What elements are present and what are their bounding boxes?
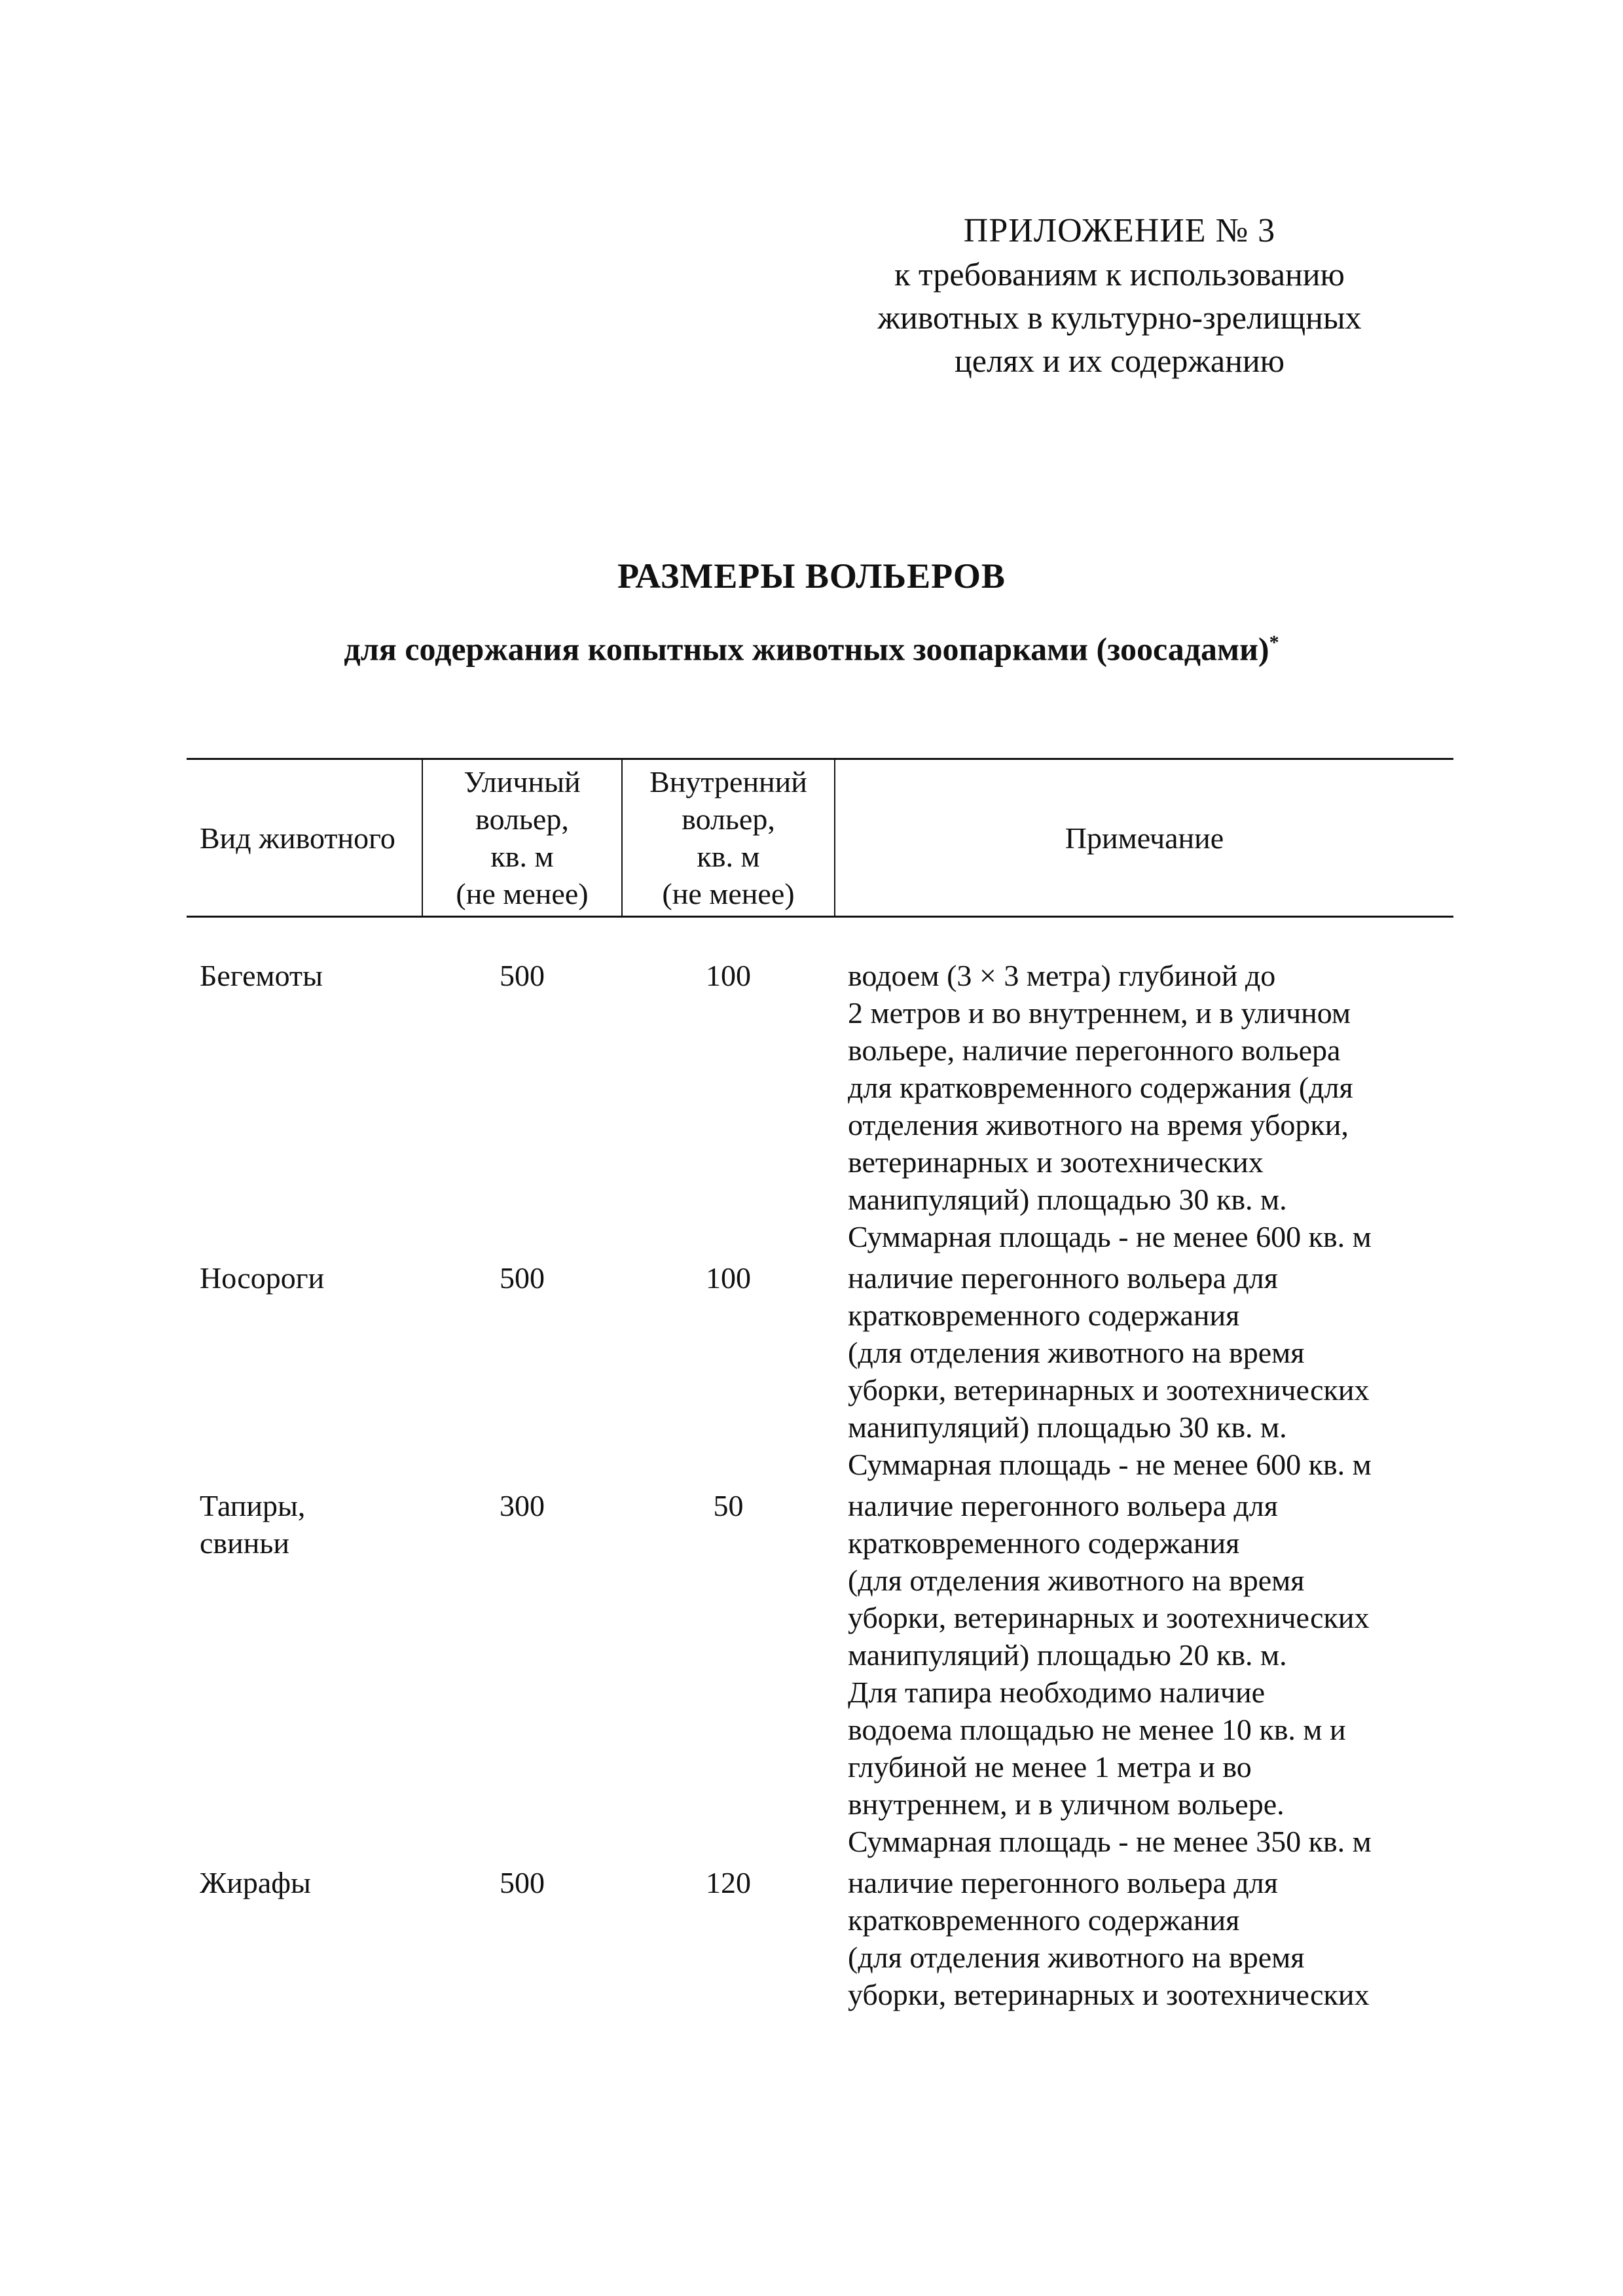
note-line: (для отделения животного на время <box>848 1941 1305 1974</box>
header-line: вольер, <box>682 802 775 836</box>
note-line: манипуляций) площадью 30 кв. м. <box>848 1183 1287 1216</box>
note-line: кратковременного содержания <box>848 1526 1240 1560</box>
note-line: глубиной не менее 1 метра и во <box>848 1750 1252 1784</box>
cell-outdoor-area: 500 <box>500 1866 545 1899</box>
appendix-line: к требованиям к использованию <box>894 256 1345 293</box>
animal-name-line: Жирафы <box>200 1866 311 1899</box>
header-note <box>835 759 1453 917</box>
note-line: 2 метров и во внутреннем, и в уличном <box>848 996 1351 1030</box>
note-line: уборки, ветеринарных и зоотехнических <box>848 1601 1370 1634</box>
cell-outdoor-area: 500 <box>500 1261 545 1295</box>
note-line: Суммарная площадь - не менее 600 кв. м <box>848 1220 1372 1253</box>
cell-note <box>835 917 1453 1260</box>
note-line: Суммарная площадь - не менее 350 кв. м <box>848 1825 1372 1858</box>
cell-indoor-area: 50 <box>713 1489 744 1522</box>
cell-note <box>835 1259 1453 1487</box>
note-line: вольере, наличие перегонного вольера <box>848 1033 1341 1067</box>
header-indoor <box>622 759 835 917</box>
title-sub-text: для содержания копытных животных зоопарками (зоосадами) <box>344 630 1269 668</box>
note-line: Для тапира необходимо наличие <box>848 1676 1266 1709</box>
header-line: (не менее) <box>456 877 589 910</box>
note-line: отделения животного на время уборки, <box>848 1108 1349 1141</box>
note-line: наличие перегонного вольера для <box>848 1866 1278 1899</box>
header-line: Уличный <box>464 765 581 798</box>
cell-note <box>835 1864 1453 2017</box>
cell-animal <box>187 1259 422 1487</box>
header-line: Примечание <box>1065 821 1224 855</box>
note-line: водоем (3 × 3 метра) глубиной до <box>848 959 1276 992</box>
note-line: кратковременного содержания <box>848 1903 1240 1937</box>
animal-name-line: Бегемоты <box>200 959 323 992</box>
note-line: уборки, ветеринарных и зоотехнических <box>848 1978 1370 2011</box>
animal-name-line: свиньи <box>200 1526 289 1560</box>
footnote-mark: * <box>1269 632 1279 653</box>
enclosure-table <box>187 758 1453 2017</box>
note-line: (для отделения животного на время <box>848 1336 1305 1369</box>
header-animal <box>187 759 422 917</box>
table-row <box>187 1487 1453 1864</box>
header-line: кв. м <box>490 840 554 873</box>
table-row <box>187 1864 1453 2017</box>
header-line: кв. м <box>697 840 760 873</box>
note-line: для кратковременного содержания (для <box>848 1071 1353 1104</box>
note-line: внутреннем, и в уличном вольере. <box>848 1787 1285 1821</box>
table-header <box>187 759 1453 917</box>
note-line: (для отделения животного на время <box>848 1564 1305 1597</box>
cell-note <box>835 1487 1453 1864</box>
note-line: ветеринарных и зоотехнических <box>848 1145 1264 1179</box>
title-sub <box>0 621 1623 671</box>
cell-animal <box>187 1864 422 2017</box>
cell-indoor-area: 120 <box>706 1866 751 1899</box>
header-line: Внутренний <box>649 765 807 798</box>
cell-animal <box>187 1487 422 1864</box>
table-row <box>187 917 1453 1260</box>
header-line: вольер, <box>475 802 569 836</box>
animal-name-line: Носороги <box>200 1261 325 1295</box>
note-line: манипуляций) площадью 30 кв. м. <box>848 1410 1287 1444</box>
note-line: наличие перегонного вольера для <box>848 1261 1278 1295</box>
header-line: (не менее) <box>662 877 795 910</box>
note-line: манипуляций) площадью 20 кв. м. <box>848 1638 1287 1672</box>
title-main: РАЗМЕРЫ ВОЛЬЕРОВ <box>617 556 1006 596</box>
cell-indoor-area: 100 <box>706 1261 751 1295</box>
cell-outdoor-area: 300 <box>500 1489 545 1522</box>
document-title <box>0 553 1623 671</box>
note-line: наличие перегонного вольера для <box>848 1489 1278 1522</box>
header-outdoor <box>422 759 622 917</box>
note-line: кратковременного содержания <box>848 1299 1240 1332</box>
header-line: Вид животного <box>200 821 395 855</box>
appendix-heading: ПРИЛОЖЕНИЕ № 3 <box>963 212 1276 249</box>
cell-indoor-area: 100 <box>706 959 751 992</box>
table-body <box>187 917 1453 2018</box>
cell-animal <box>187 917 422 1260</box>
appendix-line: животных в культурно-зрелищных <box>877 299 1362 336</box>
note-line: водоема площадью не менее 10 кв. м и <box>848 1713 1346 1746</box>
cell-outdoor-area: 500 <box>500 959 545 992</box>
table-row <box>187 1259 1453 1487</box>
note-line: Суммарная площадь - не менее 600 кв. м <box>848 1448 1372 1481</box>
animal-name-line: Тапиры, <box>200 1489 306 1522</box>
note-line: уборки, ветеринарных и зоотехнических <box>848 1373 1370 1407</box>
appendix-block <box>792 209 1447 382</box>
appendix-line: целях и их содержанию <box>955 342 1285 379</box>
